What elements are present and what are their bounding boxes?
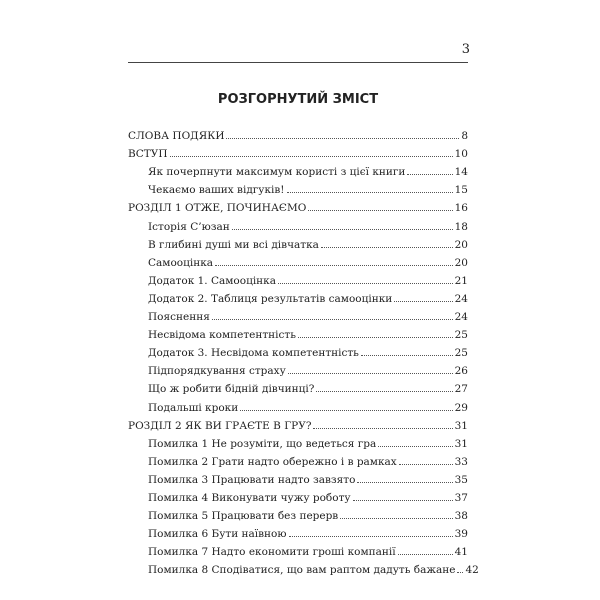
toc-entry	[128, 178, 468, 196]
toc-entry	[128, 359, 468, 377]
toc-entry	[128, 305, 468, 323]
toc-entry	[128, 468, 468, 486]
toc-entry-page: 39	[454, 528, 468, 541]
toc-dot-leader	[298, 337, 453, 338]
toc-dot-leader	[321, 247, 453, 248]
toc-entry-title: Додаток 2. Таблиця результатів самооцінки	[148, 292, 393, 305]
toc-entry-page: 21	[454, 274, 468, 287]
page-title: РОЗГОРНУТИЙ ЗМІСТ	[217, 92, 379, 107]
header-rule	[128, 62, 468, 63]
toc-entry-title: Помилка 3 Працювати надто завзято	[148, 473, 356, 486]
toc-entry	[128, 214, 468, 232]
toc-entry-page: 24	[454, 311, 468, 324]
toc-entry-page: 35	[454, 473, 468, 486]
toc-entry-page: 42	[465, 564, 479, 577]
toc-dot-leader	[308, 210, 452, 211]
toc-dot-leader	[240, 410, 452, 411]
toc-entry	[128, 233, 468, 251]
toc-entry-title: РОЗДІЛ 2 ЯК ВИ ГРАЄТЕ В ГРУ?	[128, 419, 312, 432]
toc-dot-leader	[353, 500, 453, 501]
toc-entry-title: Пояснення	[148, 311, 210, 324]
toc-dot-leader	[215, 265, 453, 266]
toc-entry-title: Помилка 6 Бути наївною	[148, 528, 287, 541]
table-of-contents	[128, 124, 479, 577]
toc-entry	[128, 251, 468, 269]
toc-entry-page: 25	[454, 329, 468, 342]
toc-dot-leader	[378, 446, 452, 447]
toc-dot-leader	[457, 572, 463, 573]
toc-entry	[128, 323, 468, 341]
toc-dot-leader	[278, 283, 453, 284]
toc-entry-page: 18	[454, 220, 468, 233]
toc-dot-leader	[407, 174, 452, 175]
toc-entry-page: 24	[454, 292, 468, 305]
toc-entry-page: 31	[454, 437, 468, 450]
toc-entry-page: 29	[454, 401, 468, 414]
toc-dot-leader	[313, 428, 452, 429]
toc-entry-title: ВСТУП	[128, 148, 168, 161]
toc-entry-title: Чекаємо ваших відгуків!	[148, 184, 285, 197]
toc-entry	[128, 377, 468, 395]
toc-entry	[128, 414, 468, 432]
toc-entry-title: Що ж робити бідній дівчинці?	[148, 383, 315, 396]
toc-entry-page: 16	[454, 202, 468, 215]
toc-entry	[128, 160, 468, 178]
toc-entry-title: СЛОВА ПОДЯКИ	[128, 130, 225, 143]
toc-entry-title: Помилка 4 Виконувати чужу роботу	[148, 491, 351, 504]
toc-entry-title: Помилка 2 Грати надто обережно і в рамках	[148, 455, 397, 468]
toc-dot-leader	[316, 391, 452, 392]
toc-entry-page: 33	[454, 455, 468, 468]
toc-entry-title: РОЗДІЛ 1 ОТЖЕ, ПОЧИНАЄМО	[128, 202, 307, 215]
toc-entry	[128, 558, 479, 577]
toc-entry	[128, 269, 468, 287]
toc-dot-leader	[394, 301, 452, 302]
toc-entry	[128, 540, 468, 558]
toc-dot-leader	[357, 482, 452, 483]
toc-dot-leader	[226, 138, 459, 139]
toc-entry-page: 15	[454, 184, 468, 197]
toc-entry-page: 10	[454, 148, 468, 161]
toc-entry-page: 20	[454, 238, 468, 251]
toc-entry-title: Історія С’юзан	[148, 220, 230, 233]
toc-entry-title: Підпорядкування страху	[148, 365, 286, 378]
toc-dot-leader	[212, 319, 453, 320]
toc-dot-leader	[288, 373, 453, 374]
toc-entry	[128, 341, 468, 359]
toc-entry-page: 27	[454, 383, 468, 396]
toc-entry	[128, 504, 468, 522]
toc-entry-title: Самооцінка	[148, 256, 214, 269]
toc-entry	[128, 124, 468, 142]
toc-entry-title: Помилка 8 Сподіватися, що вам раптом дадуть бажане	[148, 564, 456, 577]
toc-entry-page: 31	[454, 419, 468, 432]
toc-entry-title: Як почерпнути максимум користі з цієї книги	[148, 166, 406, 179]
toc-entry	[128, 522, 468, 540]
toc-dot-leader	[170, 156, 453, 157]
toc-entry-page: 37	[454, 491, 468, 504]
page-number: 3	[461, 42, 470, 57]
toc-entry	[128, 486, 468, 504]
toc-entry	[128, 432, 468, 450]
toc-dot-leader	[232, 229, 453, 230]
toc-dot-leader	[287, 192, 453, 193]
toc-entry	[128, 450, 468, 468]
toc-entry	[128, 395, 468, 413]
toc-entry-page: 25	[454, 347, 468, 360]
toc-entry-page: 14	[454, 166, 468, 179]
toc-entry-page: 8	[461, 130, 468, 143]
toc-entry-title: Додаток 1. Самооцінка	[148, 274, 277, 287]
toc-entry-title: Помилка 5 Працювати без перерв	[148, 510, 339, 523]
toc-entry-page: 20	[454, 256, 468, 269]
toc-entry-title: Несвідома компетентність	[148, 329, 296, 342]
toc-dot-leader	[340, 518, 452, 519]
toc-entry-title: Помилка 7 Надто економити гроші компанії	[148, 546, 396, 559]
toc-entry-title: Додаток 3. Несвідома компетентність	[148, 347, 359, 360]
toc-dot-leader	[399, 464, 453, 465]
toc-entry-title: Подальші кроки	[148, 401, 239, 414]
toc-entry-page: 41	[454, 546, 468, 559]
toc-dot-leader	[361, 355, 453, 356]
toc-entry-title: Помилка 1 Не розуміти, що ведеться гра	[148, 437, 377, 450]
toc-entry	[128, 196, 468, 214]
toc-entry	[128, 142, 468, 160]
toc-entry-page: 26	[454, 365, 468, 378]
toc-entry-page: 38	[454, 510, 468, 523]
toc-entry	[128, 287, 468, 305]
toc-dot-leader	[289, 536, 453, 537]
toc-dot-leader	[398, 554, 453, 555]
toc-entry-title: В глибині душі ми всі дівчатка	[148, 238, 319, 251]
